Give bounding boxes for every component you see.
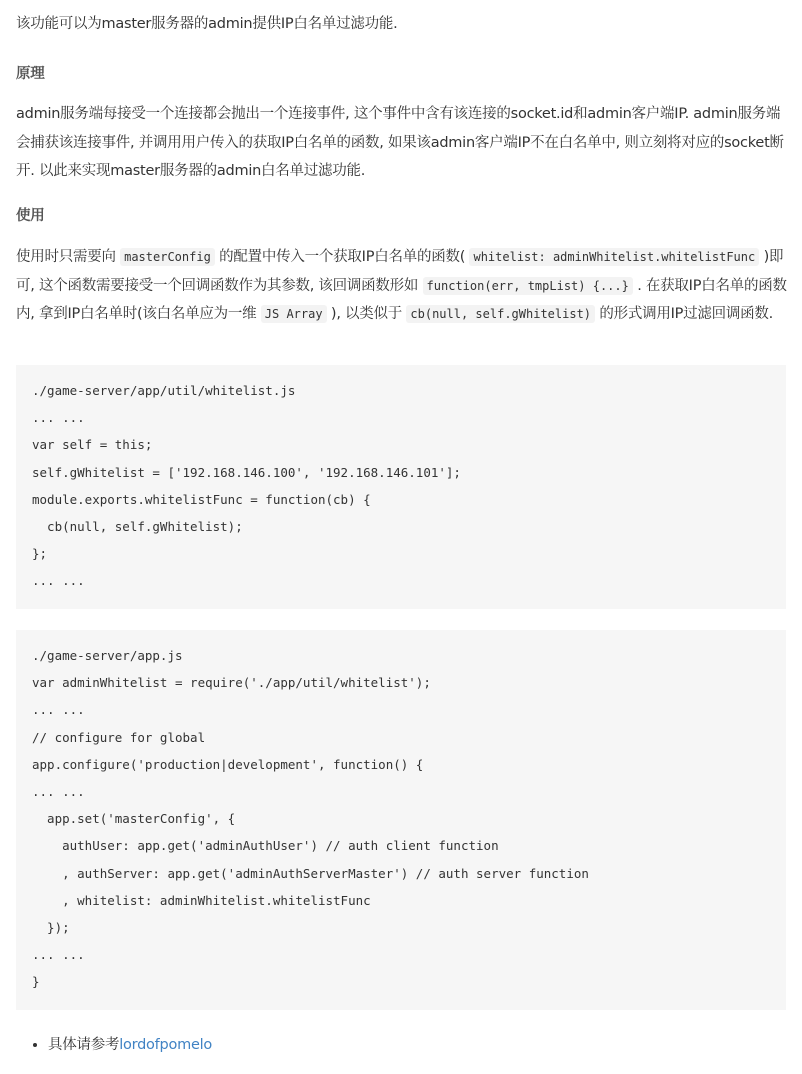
usage-text-6: 的形式调用IP过滤回调函数. — [595, 306, 774, 322]
usage-heading: 使用 — [16, 208, 45, 224]
reference-list — [16, 1031, 212, 1059]
usage-text-2: 的配置中传入一个获取IP白名单的函数( — [214, 249, 470, 265]
intro-paragraph: 该功能可以为master服务器的admin提供IP白名单过滤功能. — [16, 16, 398, 32]
usage-text-1: 使用时只需要向 — [16, 249, 121, 265]
principle-heading: 原理 — [16, 66, 45, 82]
usage-text-4: . 在获取IP白名单的函数内, 拿到IP白名单时(该白名单应为一维 — [16, 277, 787, 322]
code-block-whitelist-js: ./game-server/app/util/whitelist.js ... ... var self = this; self.gWhitelist = ['192.168.146.100', '192.168.146.101']; module.exports.whitelistFunc = function(cb) { cb(null, self.gWhitelist); }; ... ... — [16, 365, 786, 609]
inline-code-callback-signature: function(err, tmpList) {...} — [423, 277, 633, 295]
code-block-app-js: ./game-server/app.js var adminWhitelist = require('./app/util/whitelist'); ... ... // configure for global app.configure('production|development', function() { ... ... app.set('masterConfig', { authUser: app.get('adminAuthUser') // auth client function , authServer: app.get('adminAuthServerMaster') // auth server function , whitelist: adminWhitelist.whitelistFunc }); ... ... } — [16, 630, 786, 1010]
principle-paragraph: admin服务端每接受一个连接都会抛出一个连接事件, 这个事件中含有该连接的socket.id和admin客户端IP. admin服务端会捕获该连接事件, 并调用用户传入的获取IP白名单的函数, 如果该admin客户端IP不在白名单中, 则立刻将对应的socket断开. 以此来实现master服务器的admin白名单过滤功能. — [16, 106, 784, 179]
usage-text-5: ), 以类似于 — [326, 306, 407, 322]
usage-paragraph — [16, 243, 788, 329]
reference-prefix: 具体请参考 — [48, 1037, 120, 1053]
inline-code-whitelist: whitelist: adminWhitelist.whitelistFunc — [469, 248, 759, 266]
usage-text-3: )即可, 这个函数需要接受一个回调函数作为其参数, 该回调函数形如 — [16, 249, 784, 294]
lordofpomelo-link[interactable]: lordofpomelo — [119, 1037, 213, 1053]
inline-code-js-array: JS Array — [261, 305, 327, 323]
inline-code-master-config: masterConfig — [120, 248, 215, 266]
reference-item — [48, 1031, 212, 1059]
inline-code-cb-call: cb(null, self.gWhitelist) — [406, 305, 595, 323]
